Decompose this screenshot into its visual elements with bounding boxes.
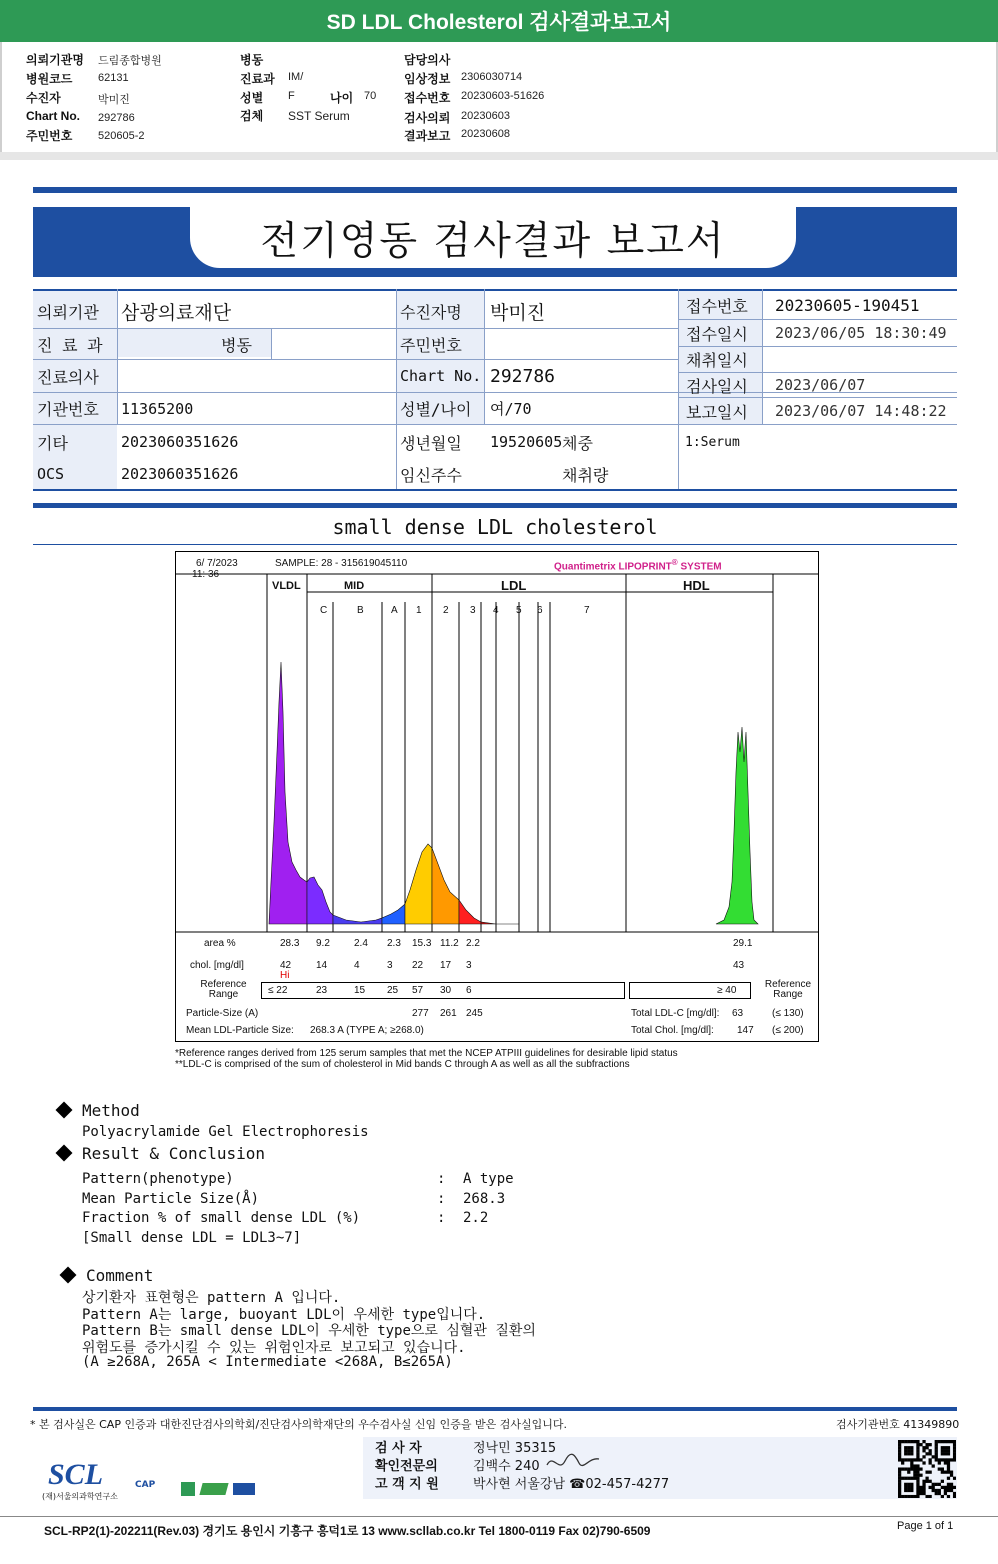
qr-code-icon <box>898 1440 956 1498</box>
result-colon: : <box>437 1191 446 1207</box>
label-ocs: OCS <box>37 465 65 483</box>
label-chart-no: Chart No. <box>400 367 482 385</box>
value-birth-date: 19520605 <box>490 433 563 451</box>
method-text: Polyacrylamide Gel Electrophoresis <box>82 1124 369 1140</box>
chart-title-rule <box>33 544 957 545</box>
label-test-date: 검사일시 <box>686 376 748 396</box>
label-sex: 성별 <box>240 91 264 105</box>
ref-range-value: 6 <box>466 985 472 996</box>
patient-summary-header <box>0 42 998 160</box>
bullet-diamond-icon <box>56 1145 73 1162</box>
value-etc: 2023060351626 <box>121 433 239 451</box>
label-request-date: 검사의뢰 <box>404 111 451 125</box>
value-clinical-info: 2306030714 <box>461 71 523 83</box>
ldl1-peak <box>405 844 432 924</box>
label-chart-no: Chart No. <box>26 109 80 123</box>
area-pct-value: 2.2 <box>466 938 480 949</box>
page-number: Page 1 of 1 <box>897 1520 954 1532</box>
value-specimen: SST Serum <box>288 109 350 123</box>
chart-date: 6/ 7/2023 <box>196 558 238 569</box>
value-request-date: 20230603 <box>461 110 510 122</box>
signer-role: 검 사 자 <box>375 1441 422 1456</box>
chart-time: 11: 36 <box>192 569 220 580</box>
label-receipt-date: 접수일시 <box>686 324 748 344</box>
kslm-logo-icon <box>181 1482 195 1496</box>
area-pct-value: 29.1 <box>733 938 753 949</box>
label-clinical-info: 임상정보 <box>404 72 451 86</box>
particle-size-value: 245 <box>466 1008 483 1019</box>
value-patient-name: 박미진 <box>490 301 546 324</box>
label-age: 나이 <box>330 91 354 105</box>
value-report-date: 20230608 <box>461 128 510 140</box>
footer-divider <box>0 1516 998 1517</box>
chol-value: 42 <box>280 960 292 971</box>
ref-range-value: 25 <box>387 985 399 996</box>
label-org-no: 기관번호 <box>37 400 99 419</box>
scl-logo: SCL <box>48 1458 104 1491</box>
value-department: IM/ <box>288 71 304 83</box>
label-report-date: 보고일시 <box>686 402 748 422</box>
mid-b-peak <box>333 915 382 924</box>
header-divider <box>0 152 998 160</box>
signature-box <box>363 1437 957 1499</box>
band-label: A <box>391 605 398 616</box>
band-label: 5 <box>516 605 522 616</box>
chol-value: 43 <box>733 960 745 971</box>
comment-line: Pattern A는 large, buoyant LDL이 우세한 type입니다. <box>82 1307 486 1323</box>
mid-c-peak <box>307 877 333 924</box>
comment-line: 상기환자 표현형은 pattern A 입니다. <box>82 1290 341 1306</box>
label-department: 진료과 <box>240 72 275 86</box>
report-header-title: SD LDL Cholesterol 검사결과보고서 <box>0 0 998 42</box>
particle-size-value: 261 <box>440 1008 457 1019</box>
result-value-pattern: A type <box>463 1171 514 1187</box>
chart-section-title: small dense LDL cholesterol <box>332 515 658 539</box>
area-pct-value: 28.3 <box>280 938 300 949</box>
vldl-peak <box>269 662 307 924</box>
label-department: 진 료 과 <box>37 335 103 355</box>
value-test-date: 2023/06/07 <box>775 376 866 394</box>
comment-heading: Comment <box>86 1266 154 1285</box>
value-report-date: 2023/06/07 14:48:22 <box>775 402 947 420</box>
signer-role: 고 객 지 원 <box>375 1477 439 1492</box>
value-patient: 박미진 <box>98 94 130 106</box>
value-hospital-code: 62131 <box>98 72 129 84</box>
scl-logo-subtitle: (재)서울의과학연구소 <box>42 1492 118 1501</box>
signature-icon <box>543 1451 603 1473</box>
value-receipt-date: 2023/06/05 18:30:49 <box>775 324 947 342</box>
value-sex-age: 여/70 <box>490 400 532 418</box>
mean-particle-size: 268.3 A (TYPE A; ≥268.0) <box>310 1025 424 1036</box>
patient-info-table <box>33 289 957 491</box>
label-rrn: 주민번호 <box>400 335 462 355</box>
total-ldl-label: Total LDL-C [mg/dl]: <box>631 1008 720 1019</box>
footer-top-rule <box>33 1407 957 1411</box>
band-label: 2 <box>443 605 449 616</box>
row-label-area: area % <box>204 938 236 949</box>
total-chol-ref: (≤ 200) <box>772 1025 804 1036</box>
bullet-diamond-icon <box>60 1267 77 1284</box>
total-ldl-ref: (≤ 130) <box>772 1008 804 1019</box>
chol-value: 3 <box>466 960 472 971</box>
label-etc: 기타 <box>37 433 68 453</box>
label-receipt-no: 접수번호 <box>686 296 748 316</box>
footer-address: SCL-RP2(1)-202211(Rev.03) 경기도 용인시 기흥구 흥덕1로 13 www.scllab.co.kr Tel 1800-0119 Fax 02)790-6509 <box>44 1524 651 1538</box>
signer-name: 정낙민 35315 <box>473 1441 557 1456</box>
label-patient-name: 수진자명 <box>400 302 462 322</box>
mid-a-peak <box>382 904 405 924</box>
result-label-fraction: Fraction % of small dense LDL (%) <box>82 1210 361 1226</box>
ref-range-value: 57 <box>412 985 424 996</box>
label-institution: 의뢰기관명 <box>26 53 84 67</box>
value-department: 병동 <box>221 335 252 355</box>
label-institution: 의뢰기관 <box>37 302 99 322</box>
electrophoresis-graph <box>176 552 818 1041</box>
band-label: 3 <box>470 605 476 616</box>
result-heading: Result & Conclusion <box>82 1144 266 1163</box>
row-label-chol: chol. [mg/dl] <box>190 960 244 971</box>
particle-size-value: 277 <box>412 1008 429 1019</box>
label-weight: 체중 <box>562 433 593 453</box>
result-colon: : <box>437 1171 446 1187</box>
value-ocs: 2023060351626 <box>121 465 239 483</box>
value-chart-no: 292786 <box>490 365 556 387</box>
method-heading: Method <box>82 1101 140 1120</box>
value-specimen: 1:Serum <box>685 434 740 450</box>
label-pregnancy-week: 임신주수 <box>400 465 462 485</box>
band-label: C <box>320 605 328 616</box>
ldl4-tail <box>481 922 519 924</box>
band-label: 4 <box>493 605 499 616</box>
label-rrn: 주민번호 <box>26 129 73 143</box>
total-chol-value: 147 <box>737 1025 754 1036</box>
signer-name: 박사현 서울강남 ☎02-457-4277 <box>473 1477 670 1492</box>
certification-logos <box>135 1480 260 1500</box>
chol-value: 22 <box>412 960 424 971</box>
bullet-diamond-icon <box>56 1102 73 1119</box>
group-vldl: VLDL <box>272 580 301 592</box>
value-org-no: 11365200 <box>121 399 194 418</box>
label-birth-date: 생년월일 <box>400 433 462 453</box>
area-pct-value: 15.3 <box>412 938 432 949</box>
group-ldl: LDL <box>501 578 527 593</box>
chart-sample: SAMPLE: 28 - 315619045110 <box>275 558 408 569</box>
label-sex-age: 성별/나이 <box>400 400 472 419</box>
result-value-size: 268.3 <box>463 1191 506 1207</box>
cap-logo: CAP <box>135 1480 156 1490</box>
label-physician: 진료의사 <box>37 367 99 387</box>
chol-flag-hi: Hi <box>280 970 290 981</box>
comment-line: (A ≥268A, 265A < Intermediate <268A, B≤265A) <box>82 1354 453 1370</box>
total-ldl-value: 63 <box>732 1008 744 1019</box>
chart-brand: Quantimetrix LIPOPRINT® SYSTEM <box>554 558 722 573</box>
total-chol-label: Total Chol. [mg/dl]: <box>631 1025 714 1036</box>
band-label: 1 <box>416 605 422 616</box>
chol-value: 17 <box>440 960 452 971</box>
area-pct-value: 2.3 <box>387 938 401 949</box>
row-label-particle: Particle-Size (A) <box>186 1008 259 1019</box>
ldl-ref-box <box>261 982 625 999</box>
ngsp-logo-icon <box>233 1483 255 1495</box>
area-pct-value: 9.2 <box>316 938 330 949</box>
value-age: 70 <box>364 90 377 102</box>
group-hdl: HDL <box>683 578 710 593</box>
comment-line: 위험도를 증가시킬 수 있는 위험인자로 보고되고 있습니다. <box>82 1340 466 1356</box>
result-colon: : <box>437 1210 446 1226</box>
ref-range-value: 23 <box>316 985 328 996</box>
hdl-ref-value: ≥ 40 <box>717 985 737 996</box>
label-patient: 수진자 <box>26 91 61 105</box>
title-top-rule <box>33 187 957 193</box>
comment-line: Pattern B는 small dense LDL이 우세한 type으로 심혈관 질환의 <box>82 1323 536 1339</box>
band-label: B <box>357 605 364 616</box>
label-collection-date: 채취일시 <box>686 351 748 370</box>
signer-role: 확인전문의 <box>375 1459 438 1474</box>
label-report-date: 결과보고 <box>404 129 451 143</box>
value-sex: F <box>288 90 295 102</box>
value-chart-no: 292786 <box>98 112 135 124</box>
label-hospital-code: 병원코드 <box>26 72 73 86</box>
result-value-fraction: 2.2 <box>463 1210 489 1226</box>
hdl-peak <box>716 727 758 924</box>
chol-value: 3 <box>387 960 393 971</box>
group-mid: MID <box>344 580 365 592</box>
label-specimen: 검체 <box>240 109 264 123</box>
ref-range-value: ≤ 22 <box>268 985 288 996</box>
label-collection-amount: 채취량 <box>562 465 609 485</box>
ref-range-value: 15 <box>354 985 366 996</box>
area-pct-value: 2.4 <box>354 938 368 949</box>
value-receipt-no: 20230603-51626 <box>461 90 545 102</box>
chart-footnote-2: **LDL-C is comprised of the sum of cholesterol in Mid bands C through A as well as all the subfractions <box>175 1059 630 1070</box>
band-label: 6 <box>537 605 543 616</box>
signer-name: 김백수 240 <box>473 1459 540 1474</box>
report-title: 전기영동 검사결과 보고서 <box>190 207 796 268</box>
chart-top-rule <box>33 503 957 508</box>
value-institution: 삼광의료재단 <box>121 301 232 324</box>
row-label-mean: Mean LDL-Particle Size: <box>186 1025 294 1036</box>
certification-note: * 본 검사실은 CAP 인증과 대한진단검사의학회/진단검사의학재단의 우수검사실 신임 인증을 받은 검사실입니다. <box>30 1418 568 1431</box>
band-label: 7 <box>584 605 590 616</box>
area-pct-value: 11.2 <box>440 938 459 949</box>
chol-value: 14 <box>316 960 328 971</box>
chol-value: 4 <box>354 960 360 971</box>
ref-range-value: 30 <box>440 985 452 996</box>
value-rrn: 520605-2 <box>98 130 145 142</box>
lipoprint-chart <box>175 551 819 1042</box>
row-label-ref: Reference Range <box>200 979 247 1000</box>
label-receipt-no: 접수번호 <box>404 91 451 105</box>
label-physician: 담당의사 <box>404 53 451 67</box>
result-label-size: Mean Particle Size(Å) <box>82 1191 260 1207</box>
chart-footnote-1: *Reference ranges derived from 125 serum samples that met the NCEP ATPIII guidelines for desirable lipid status <box>175 1048 678 1059</box>
result-label-pattern: Pattern(phenotype) <box>82 1171 234 1187</box>
label-ward: 병동 <box>240 53 264 67</box>
value-institution: 드림종합병원 <box>98 55 162 67</box>
value-receipt-no: 20230605-190451 <box>775 295 920 315</box>
ref-label-right: Reference Range <box>764 979 812 1000</box>
ldl2-peak <box>432 848 459 924</box>
ldl3-peak <box>459 900 481 924</box>
eqa-logo-icon <box>199 1483 228 1495</box>
lab-registration-no: 검사기관번호 41349890 <box>836 1418 960 1431</box>
result-note: [Small dense LDL = LDL3~7] <box>82 1230 302 1246</box>
